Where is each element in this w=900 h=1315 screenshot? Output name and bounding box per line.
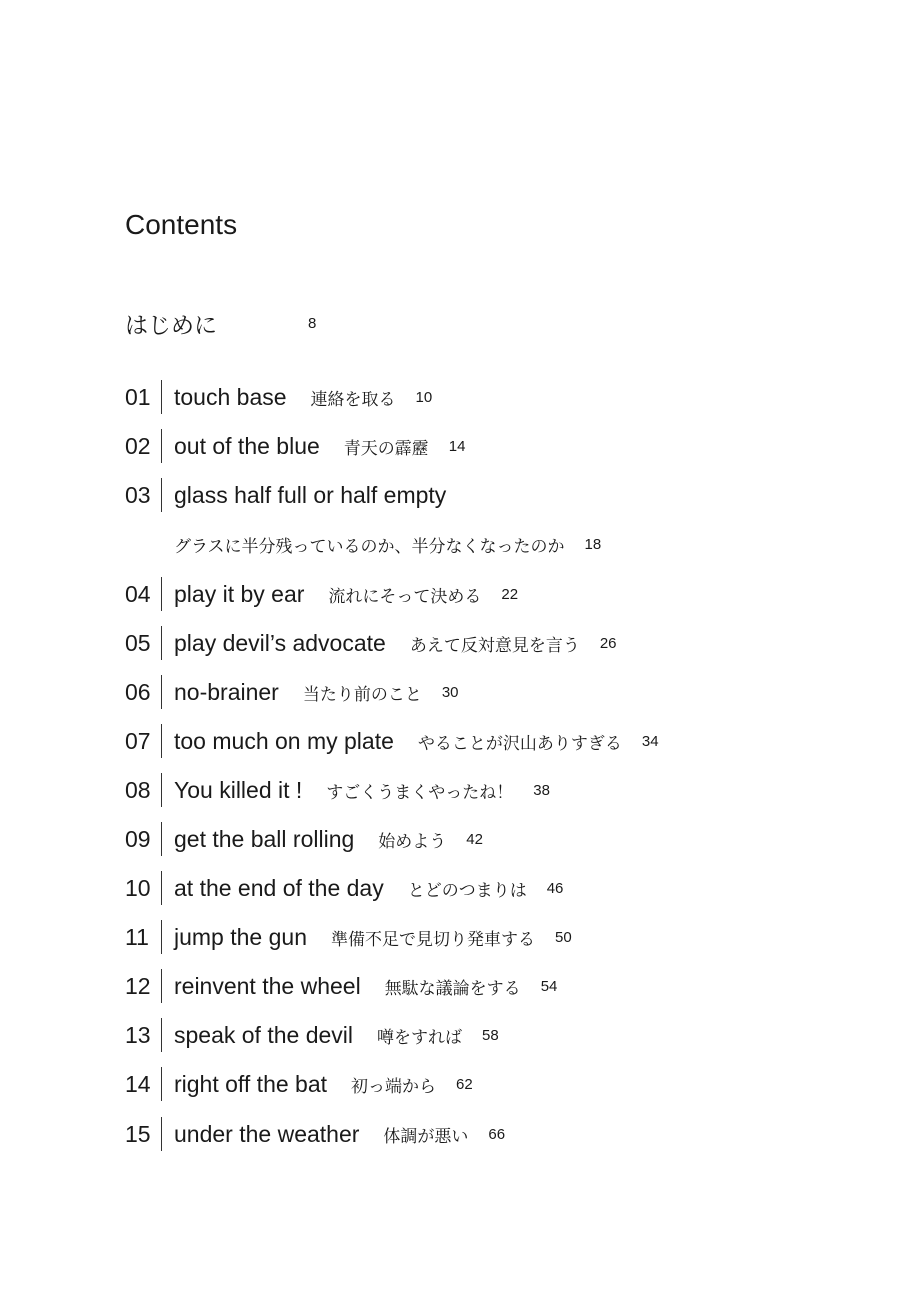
divider xyxy=(161,478,162,512)
entry-number: 09 xyxy=(125,825,151,852)
entry-page-number: 22 xyxy=(501,585,519,603)
toc-entry-12[interactable] xyxy=(125,968,557,1004)
divider xyxy=(161,429,162,463)
divider xyxy=(161,675,162,709)
entry-number: 07 xyxy=(125,727,151,754)
entry-english: too much on my plate xyxy=(174,727,394,754)
entry-page-number: 42 xyxy=(466,830,483,848)
entry-japanese: やることが沢山ありすぎる xyxy=(417,733,622,754)
entry-english: at the end of the day xyxy=(174,874,384,901)
entry-english: jump the gun xyxy=(174,923,307,950)
entry-page-number: 26 xyxy=(599,634,617,652)
entry-number: 10 xyxy=(125,874,151,901)
entry-japanese: 初っ端から xyxy=(351,1076,437,1097)
entry-japanese: 準備不足で見切り発車する xyxy=(330,929,535,950)
entry-number: 06 xyxy=(125,678,151,705)
entry-english: out of the blue xyxy=(174,432,320,459)
entry-number: 15 xyxy=(125,1120,151,1147)
entry-english: under the weather xyxy=(174,1120,360,1147)
divider xyxy=(161,1018,162,1052)
divider xyxy=(161,380,162,414)
entry-page-number: 66 xyxy=(488,1125,506,1143)
intro-page-number: 8 xyxy=(308,314,317,332)
entry-page-number: 58 xyxy=(482,1026,499,1044)
toc-entry-07[interactable] xyxy=(125,723,659,759)
entry-page-number: 38 xyxy=(533,781,550,799)
entry-number: 01 xyxy=(125,383,151,410)
toc-entry-10[interactable] xyxy=(125,870,563,906)
entry-number: 11 xyxy=(125,923,149,950)
entry-page-number: 50 xyxy=(554,928,572,946)
divider xyxy=(161,871,162,905)
entry-japanese: 体調が悪い xyxy=(383,1126,469,1147)
toc-entry-03-subline[interactable] xyxy=(174,529,601,559)
entry-page-number: 30 xyxy=(441,683,459,701)
toc-entry-13[interactable] xyxy=(125,1017,499,1053)
divider xyxy=(161,773,162,807)
divider xyxy=(161,920,162,954)
toc-entry-05[interactable] xyxy=(125,625,617,661)
toc-entry-06[interactable] xyxy=(125,674,459,710)
divider xyxy=(161,969,162,1003)
entry-english: get the ball rolling xyxy=(174,825,355,852)
toc-intro[interactable] xyxy=(125,308,316,338)
toc-entry-11[interactable] xyxy=(125,919,572,955)
toc-entry-01[interactable] xyxy=(125,379,432,415)
divider xyxy=(161,1117,162,1151)
divider xyxy=(161,724,162,758)
toc-entry-02[interactable] xyxy=(125,428,465,464)
entry-japanese: 青天の霹靂 xyxy=(343,438,429,459)
entry-page-number: 34 xyxy=(641,732,659,750)
intro-label: はじめに xyxy=(125,311,217,338)
entry-english: right off the bat xyxy=(174,1070,328,1097)
entry-japanese: すごくうまくやったね！ xyxy=(326,782,514,803)
entry-number: 04 xyxy=(125,580,151,607)
entry-english: play devil’s advocate xyxy=(174,629,386,656)
divider xyxy=(161,626,162,660)
entry-japanese: グラスに半分残っているのか、半分なくなったのか xyxy=(174,536,565,557)
entry-number: 14 xyxy=(125,1070,151,1097)
entry-japanese: 始めよう xyxy=(378,831,447,852)
divider xyxy=(161,822,162,856)
entry-page-number: 46 xyxy=(546,879,564,897)
entry-japanese: とどのつまりは xyxy=(407,880,527,901)
entry-number: 12 xyxy=(125,972,151,999)
entry-english: play it by ear xyxy=(174,580,305,607)
entry-number: 13 xyxy=(125,1021,151,1048)
toc-entry-09[interactable] xyxy=(125,821,483,857)
toc-entry-04[interactable] xyxy=(125,576,518,612)
entry-page-number: 62 xyxy=(456,1075,473,1093)
entry-number: 02 xyxy=(125,432,151,459)
entry-japanese: 無駄な議論をする xyxy=(384,978,521,999)
page-title: Contents xyxy=(125,209,238,240)
entry-page-number: 10 xyxy=(415,388,433,406)
entry-japanese: 噂をすれば xyxy=(377,1027,463,1048)
entry-japanese: 当たり前のこと xyxy=(302,684,422,705)
toc-entry-03[interactable] xyxy=(125,477,470,513)
entry-japanese: 連絡を取る xyxy=(310,389,396,410)
entry-english: glass half full or half empty xyxy=(174,481,447,508)
toc-entry-14[interactable] xyxy=(125,1066,473,1102)
entry-page-number: 54 xyxy=(540,977,558,995)
toc-entry-15[interactable] xyxy=(125,1116,505,1152)
entry-english: reinvent the wheel xyxy=(174,972,361,999)
entry-english: speak of the devil xyxy=(174,1021,354,1048)
entry-english: touch base xyxy=(174,383,287,410)
divider xyxy=(161,577,162,611)
entry-number: 05 xyxy=(125,629,151,656)
entry-page-number: 18 xyxy=(584,535,602,553)
entry-english: no-brainer xyxy=(174,678,279,705)
entry-japanese: あえて反対意見を言う xyxy=(409,635,580,656)
entry-english: You killed it ! xyxy=(174,776,303,803)
entry-number: 08 xyxy=(125,776,151,803)
toc-entry-08[interactable] xyxy=(125,772,550,808)
entry-page-number: 14 xyxy=(448,437,466,455)
entry-number: 03 xyxy=(125,481,151,508)
divider xyxy=(161,1067,162,1101)
entry-japanese: 流れにそって決める xyxy=(328,586,482,607)
